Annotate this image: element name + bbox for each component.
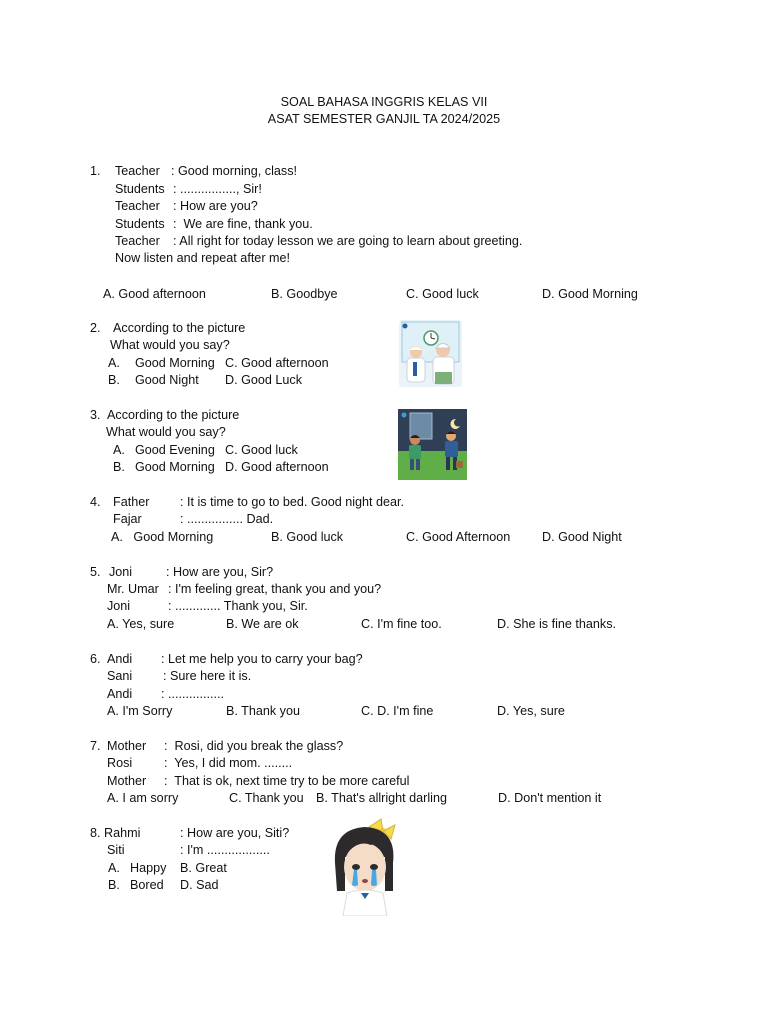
- dialogue-text: : Rosi, did you break the glass?: [164, 739, 344, 753]
- dialogue-text: : ................: [161, 687, 224, 701]
- page-title: SOAL BAHASA INGGRIS KELAS VII: [280, 95, 488, 109]
- answer-option[interactable]: Good Evening: [135, 443, 215, 457]
- answer-option[interactable]: C. Good luck: [225, 443, 298, 457]
- answer-option[interactable]: A. Yes, sure: [107, 617, 175, 631]
- answer-option[interactable]: B. Great: [180, 861, 227, 875]
- answer-option[interactable]: C. Good luck: [406, 287, 479, 301]
- speaker: Teacher: [115, 164, 160, 178]
- answer-option[interactable]: B. We are ok: [226, 617, 299, 631]
- speaker: Sani: [107, 669, 133, 683]
- speaker: Siti: [107, 843, 125, 857]
- question-prompt: According to the picture: [113, 321, 246, 335]
- answer-option[interactable]: D. Yes, sure: [497, 704, 565, 718]
- answer-option[interactable]: Happy: [130, 861, 167, 875]
- dialogue-text: : It is time to go to bed. Good night dear.: [180, 495, 405, 509]
- option-letter: B.: [113, 460, 125, 474]
- answer-option[interactable]: Bored: [130, 878, 164, 892]
- answer-option[interactable]: B. Thank you: [226, 704, 300, 718]
- speaker: Teacher: [115, 199, 160, 213]
- answer-option[interactable]: D. Good Luck: [225, 373, 303, 387]
- speaker: Joni: [107, 599, 131, 613]
- answer-option[interactable]: D. Sad: [180, 878, 219, 892]
- crying-girl-icon: [327, 817, 403, 916]
- dialogue-text: : That is ok, next time try to be more careful: [164, 774, 410, 788]
- speaker: Joni: [109, 565, 133, 579]
- speaker: Andi: [107, 687, 133, 701]
- speaker: Mother: [107, 774, 147, 788]
- answer-option[interactable]: C. D. I'm fine: [361, 704, 434, 718]
- question-number: 5.: [90, 565, 101, 579]
- speaker: Mr. Umar: [107, 582, 159, 596]
- speaker: Mother: [107, 739, 147, 753]
- speaker: Fajar: [113, 512, 142, 526]
- question-number: 1.: [90, 164, 101, 178]
- question-number: 8. Rahmi: [90, 826, 141, 840]
- option-letter: B.: [108, 373, 120, 387]
- answer-option[interactable]: B. Goodbye: [271, 287, 338, 301]
- dialogue-text: : We are fine, thank you.: [173, 217, 313, 231]
- dialogue-text: : All right for today lesson we are going to learn about greeting.: [173, 234, 523, 248]
- answer-option[interactable]: C. I'm fine too.: [361, 617, 442, 631]
- question-number: 2.: [90, 321, 101, 335]
- dialogue-text: : How are you, Sir?: [166, 565, 274, 579]
- answer-option[interactable]: C. Thank you: [229, 791, 304, 805]
- speaker: Rosi: [107, 756, 133, 770]
- dialogue-text: : How are you, Siti?: [180, 826, 290, 840]
- option-letter: A.: [113, 443, 125, 457]
- option-letter: B.: [108, 878, 120, 892]
- answer-option[interactable]: D. Good Night: [542, 530, 622, 544]
- dialogue-text: : How are you?: [173, 199, 258, 213]
- dialogue-text: : Yes, I did mom. ........: [164, 756, 293, 770]
- speaker: Father: [113, 495, 150, 509]
- answer-option[interactable]: Good Morning: [135, 356, 215, 370]
- dialogue-text: : ................ Dad.: [180, 512, 274, 526]
- answer-option[interactable]: Good Morning: [135, 460, 215, 474]
- question-text: What would you say?: [106, 425, 226, 439]
- answer-option[interactable]: Good Night: [135, 373, 199, 387]
- dialogue-text: : Let me help you to carry your bag?: [161, 652, 363, 666]
- question-number: 6.: [90, 652, 101, 666]
- answer-option[interactable]: D. Don't mention it: [498, 791, 602, 805]
- dialogue-text: : Sure here it is.: [163, 669, 252, 683]
- dialogue-text: : ................, Sir!: [173, 182, 262, 196]
- question-prompt: According to the picture: [107, 408, 240, 422]
- answer-option[interactable]: A. I'm Sorry: [107, 704, 173, 718]
- answer-option[interactable]: C. Good Afternoon: [406, 530, 511, 544]
- answer-option[interactable]: A. Good Morning: [111, 530, 214, 544]
- question-number: 7.: [90, 739, 101, 753]
- dialogue-text: : ............. Thank you, Sir.: [168, 599, 308, 613]
- answer-option[interactable]: D. She is fine thanks.: [497, 617, 617, 631]
- question-number: 3.: [90, 408, 101, 422]
- dialogue-text: : I'm ..................: [180, 843, 270, 857]
- dialogue-text: : Good morning, class!: [171, 164, 297, 178]
- answer-option[interactable]: D. Good afternoon: [225, 460, 329, 474]
- speaker: Students: [115, 182, 165, 196]
- morning-greeting-icon: [399, 320, 462, 387]
- answer-option[interactable]: B. That's allright darling: [316, 791, 447, 805]
- page-subtitle: ASAT SEMESTER GANJIL TA 2024/2025: [267, 112, 501, 126]
- dialogue-text: : I'm feeling great, thank you and you?: [168, 582, 382, 596]
- speaker: Students: [115, 217, 165, 231]
- speaker: Andi: [107, 652, 133, 666]
- answer-option[interactable]: A. I am sorry: [107, 791, 179, 805]
- answer-option[interactable]: A. Good afternoon: [103, 287, 206, 301]
- answer-option[interactable]: D. Good Morning: [542, 287, 638, 301]
- answer-option[interactable]: B. Good luck: [271, 530, 344, 544]
- option-letter: A.: [108, 356, 120, 370]
- instruction-text: Now listen and repeat after me!: [115, 251, 291, 265]
- evening-greeting-icon: [398, 409, 467, 480]
- speaker: Teacher: [115, 234, 160, 248]
- option-letter: A.: [108, 861, 120, 875]
- question-number: 4.: [90, 495, 101, 509]
- answer-option[interactable]: C. Good afternoon: [225, 356, 329, 370]
- question-text: What would you say?: [110, 338, 230, 352]
